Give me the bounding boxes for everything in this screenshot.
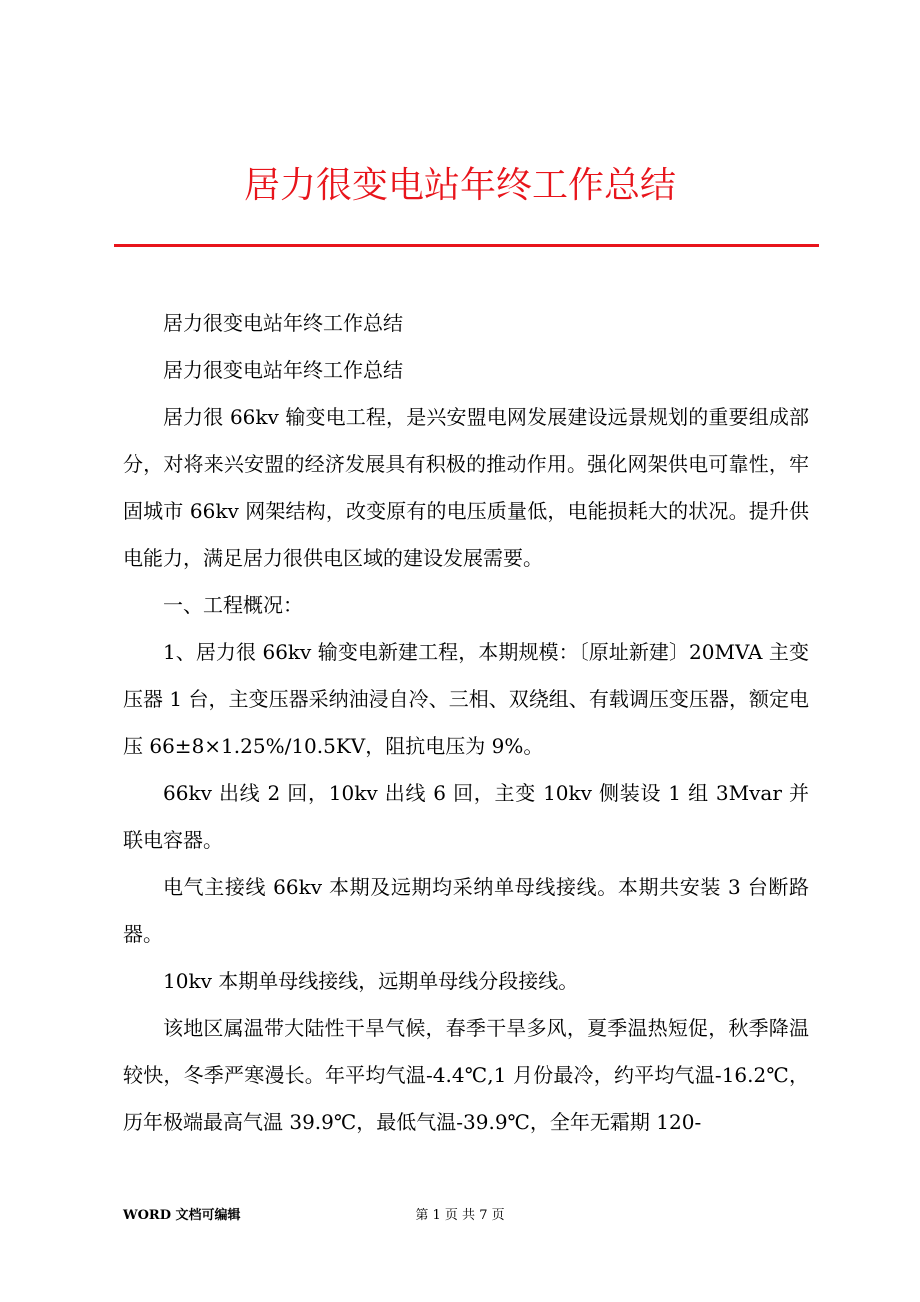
paragraph-heading-2: 居力很变电站年终工作总结	[163, 358, 403, 382]
footer-page-number: 第 1 页 共 7 页	[415, 1208, 505, 1223]
paragraph-10kv-wiring: 10kv 本期单母线接线，远期单母线分段接线。	[163, 969, 579, 993]
footer-editable-label: WORD 文档可编辑	[123, 1208, 241, 1223]
paragraph-climate: 该地区属温带大陆性干旱气候，春季干旱多风，夏季温热短促，秋季降温较快，冬季严寒漫长。年平均气温-4.4℃,1 月份最冷，约平均气温-16.2℃，历年极端最高气温 39.9℃，最低气温-39.9℃，全年无霜期 120-	[123, 1016, 809, 1134]
paragraph-main-wiring: 电气主接线 66kv 本期及远期均采纳单母线接线。本期共安装 3 台断路器。	[123, 875, 809, 946]
title-divider	[114, 244, 819, 247]
paragraph-outgoing-lines: 66kv 出线 2 回，10kv 出线 6 回，主变 10kv 侧装设 1 组 3Mvar 并联电容器。	[123, 781, 809, 852]
document-title: 居力很变电站年终工作总结	[243, 165, 676, 206]
paragraph-intro: 居力很 66kv 输变电工程，是兴安盟电网发展建设远景规划的重要组成部分，对将来兴安盟的经济发展具有积极的推动作用。强化网架供电可靠性，牢固城市 66kv 网架结构，改变原有的电压质量低，电能损耗大的状况。提升供电能力，满足居力很供电区域的建设发展需要。	[123, 405, 809, 570]
document-body	[123, 300, 809, 1146]
paragraph-project-scale: 1、居力很 66kv 输变电新建工程，本期规模：〔原址新建〕20MVA 主变压器 1 台，主变压器采纳油浸自冷、三相、双绕组、有载调压变压器，额定电压 66±8×1.25%/10.5KV，阻抗电压为 9%。	[123, 640, 809, 758]
section-heading-overview: 一、工程概况：	[163, 593, 303, 617]
paragraph-heading-1: 居力很变电站年终工作总结	[163, 311, 403, 335]
